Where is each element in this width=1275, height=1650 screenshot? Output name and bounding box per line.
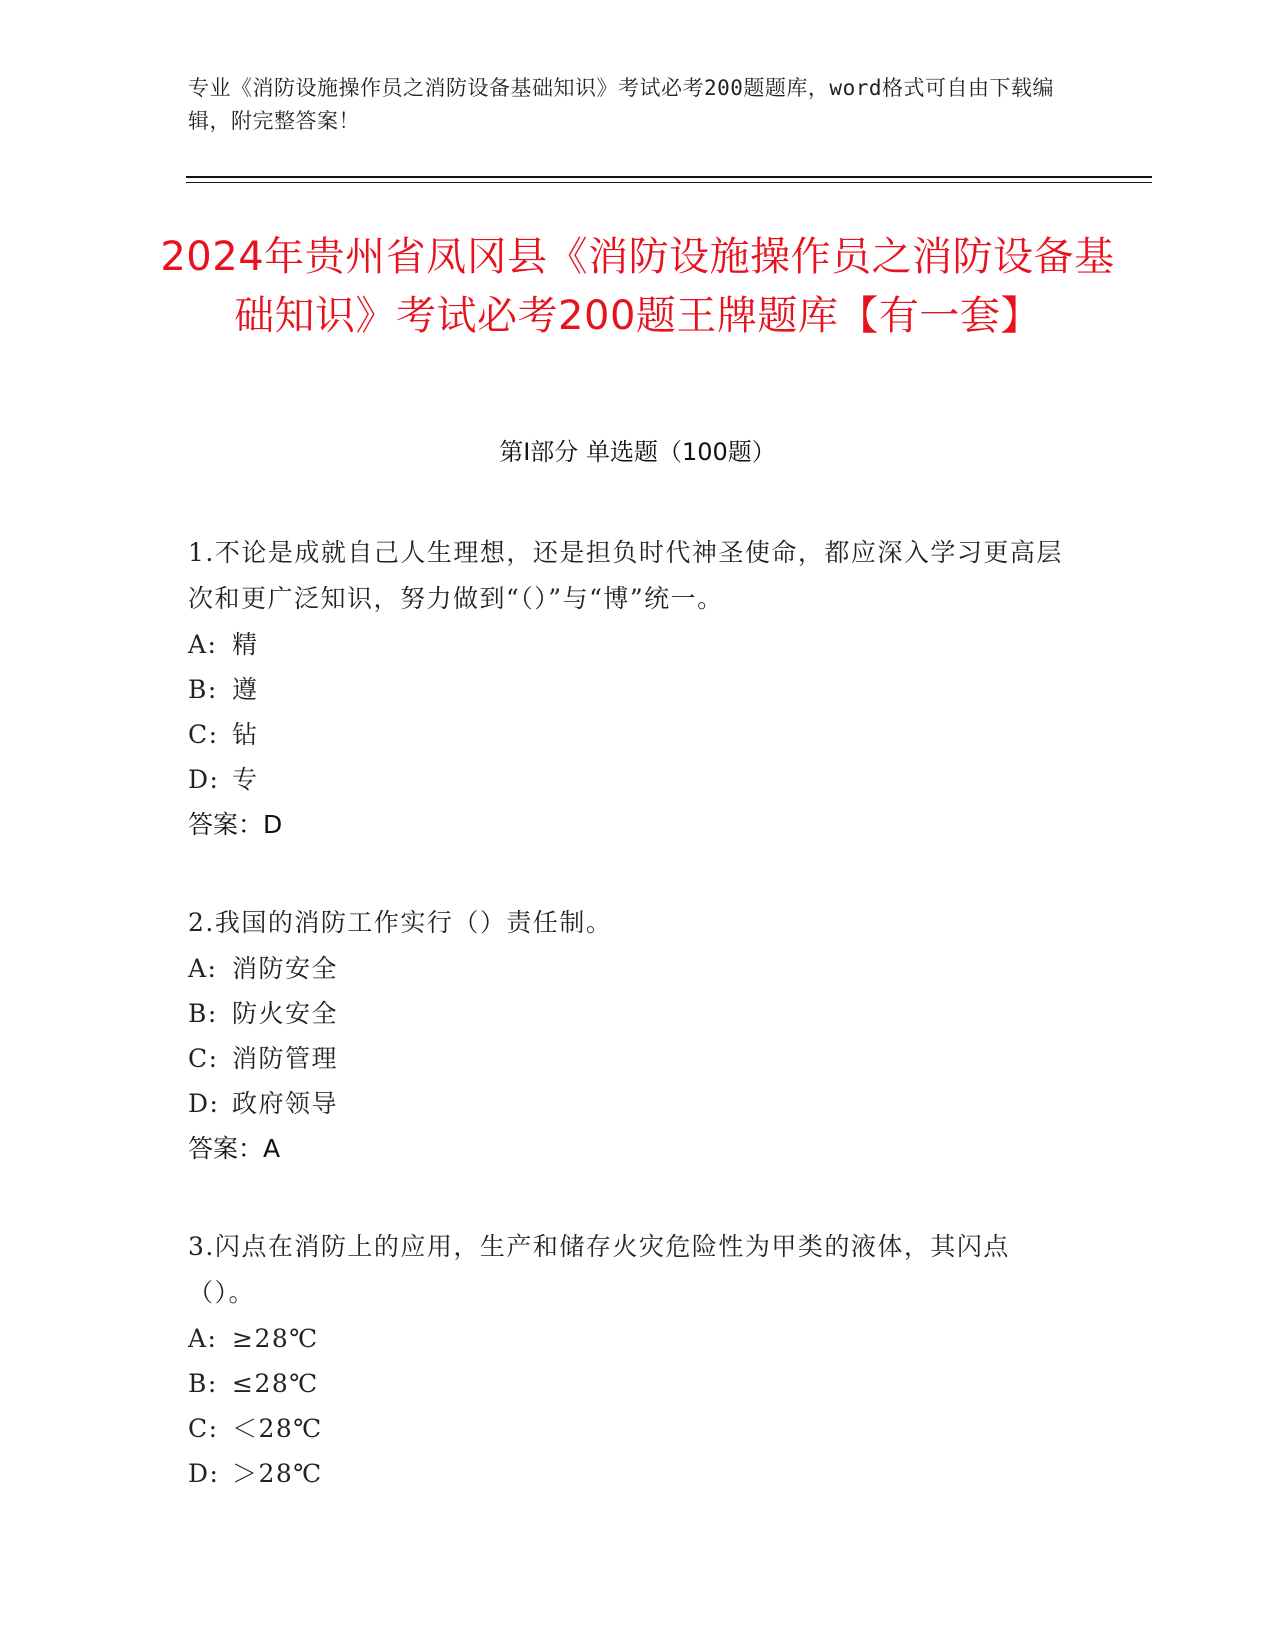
option-letter: B:: [188, 1369, 218, 1398]
option-d: [188, 1451, 1068, 1496]
option-letter: D:: [188, 765, 220, 794]
option-letter: B:: [188, 675, 218, 704]
answer-line: 答案：D: [188, 810, 283, 839]
option-text: ≥28℃: [232, 1324, 319, 1353]
option-text: 政府领导: [232, 1089, 339, 1118]
option-letter: D:: [188, 1089, 220, 1118]
option-text: 防火安全: [232, 999, 339, 1028]
option-text: ≤28℃: [232, 1369, 319, 1398]
option-letter: C:: [188, 720, 219, 749]
option-c: [188, 712, 1068, 757]
option-text: 钻: [232, 720, 259, 749]
header-note: 专业《消防设施操作员之消防设备基础知识》考试必考200题题库，word格式可自由下载编辑，附完整答案！: [188, 76, 1054, 133]
document-title: 2024年贵州省凤冈县《消防设施操作员之消防设备基础知识》考试必考200题王牌题库【有一套】: [160, 234, 1115, 339]
option-text: 遵: [232, 675, 259, 704]
answer-line: 答案：A: [188, 1134, 281, 1163]
option-letter: D:: [188, 1459, 220, 1488]
question-3: [188, 1224, 1068, 1496]
option-c: [188, 1036, 1068, 1081]
option-c: [188, 1406, 1068, 1451]
option-b: [188, 991, 1068, 1036]
option-d: [188, 1081, 1068, 1126]
option-letter: C:: [188, 1044, 219, 1073]
option-text: ＜28℃: [232, 1414, 323, 1443]
option-b: [188, 667, 1068, 712]
option-text: 消防安全: [232, 954, 339, 983]
question-1: [188, 530, 1068, 848]
option-letter: A:: [188, 630, 218, 659]
option-letter: C:: [188, 1414, 219, 1443]
question-text: 3.闪点在消防上的应用，生产和储存火灾危险性为甲类的液体，其闪点（）。: [188, 1232, 1010, 1307]
header-divider-thick: [186, 176, 1152, 178]
question-list: [188, 530, 1068, 1548]
option-letter: B:: [188, 999, 218, 1028]
option-letter: A:: [188, 1324, 218, 1353]
option-text: 消防管理: [232, 1044, 339, 1073]
option-text: 专: [232, 765, 259, 794]
question-text: 1.不论是成就自己人生理想，还是担负时代神圣使命，都应深入学习更高层次和更广泛知识，努力做到“（）”与“博”统一。: [188, 538, 1063, 613]
section-heading: 第I部分 单选题（100题）: [499, 438, 776, 466]
option-a: [188, 1316, 1068, 1361]
option-letter: A:: [188, 954, 218, 983]
header-divider-thin: [186, 182, 1152, 183]
option-a: [188, 946, 1068, 991]
option-text: ＞28℃: [232, 1459, 323, 1488]
option-d: [188, 757, 1068, 802]
question-2: [188, 900, 1068, 1172]
option-b: [188, 1361, 1068, 1406]
question-text: 2.我国的消防工作实行（）责任制。: [188, 908, 613, 937]
option-text: 精: [232, 630, 259, 659]
option-a: [188, 622, 1068, 667]
